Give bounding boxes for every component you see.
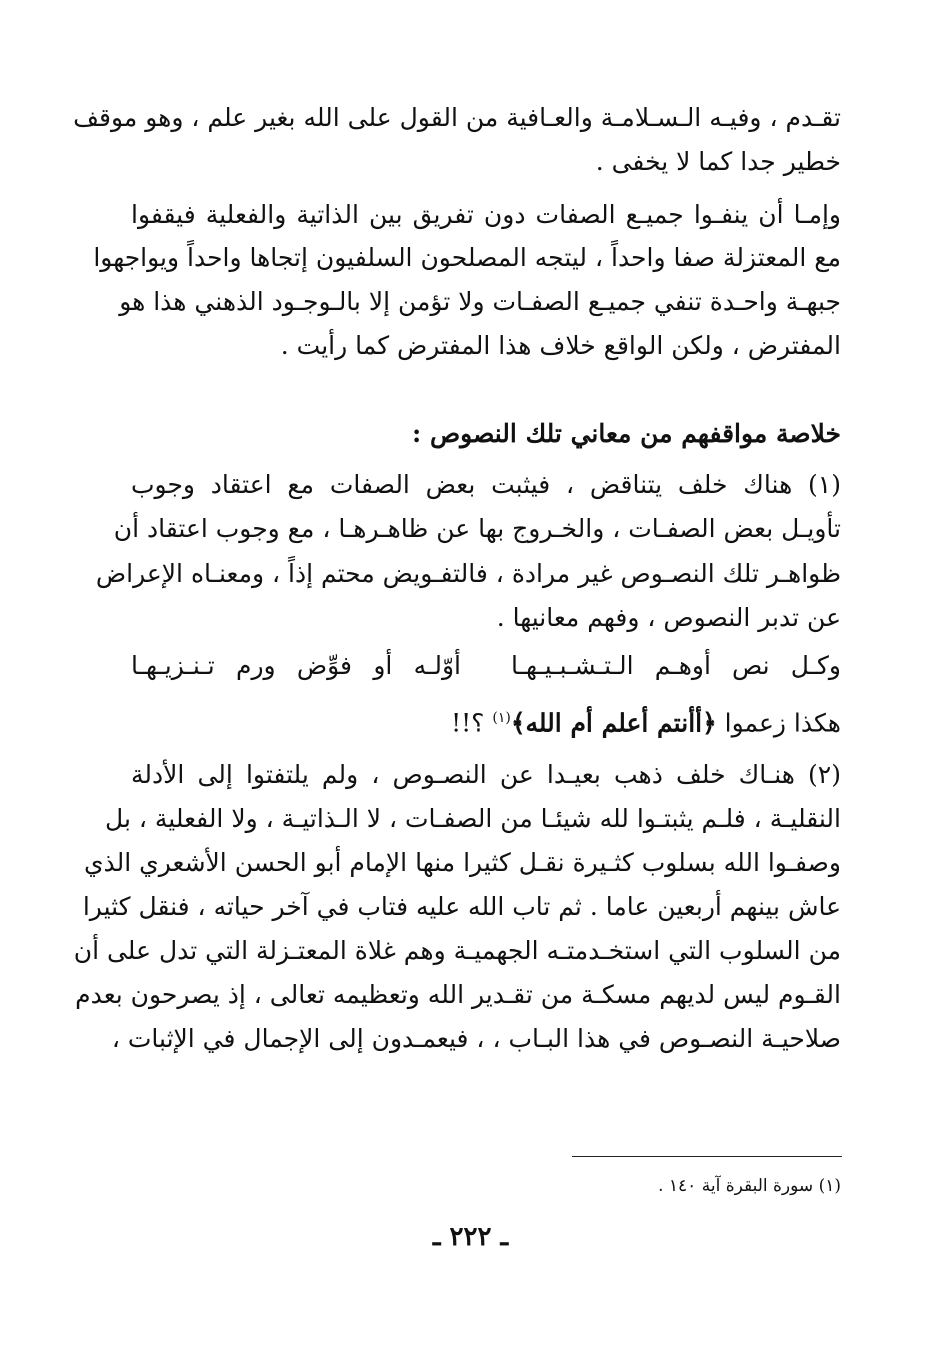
poetry-verse (131, 646, 841, 686)
text-line: (٢) هنـاك خلف ذهب بعيـدا عن النصـوص ، ولم يلتفتوا إلى الأدلة (131, 760, 841, 789)
footnote: (١) سورة البقرة آية ١٤٠ . (658, 1176, 841, 1196)
text-run: هكذا زعموا (716, 708, 841, 738)
text-line: مع المعتزلة صفا واحداً ، ليتجه المصلحون السلفيون إتجاها واحداً ويواجهوا (93, 243, 841, 272)
page-number: ـ ٢٢٢ ـ (432, 1222, 509, 1252)
text-line: صلاحيـة النصـوص في هذا البـاب ، ، فيعمـدون إلى الإجمال في الإثبات ، (111, 1024, 841, 1053)
text-line (131, 698, 841, 743)
verse-hemistich: أوّلـه أو فوِّض ورم تـنـزيـهـا (131, 651, 461, 680)
section-heading: خلاصة مواقفهم من معاني تلك النصوص : (412, 419, 841, 448)
text-run: ؟!! (451, 708, 493, 738)
text-line: من السلوب التي استخـدمتـه الجهميـة وهم غلاة المعتـزلة التي تدل على أن (73, 936, 841, 965)
text-line: القـوم ليس لديهم مسكـة من تقـدير الله وتعظيمه تعالى ، إذ يصرحون بعدم (75, 980, 841, 1009)
text-line: وصفـوا الله بسلوب كثـيرة نقـل كثيرا منها الإمام أبو الحسن الأشعري الذي (83, 848, 841, 877)
text-line: عاش بينهم أربعين عاما . ثم تاب الله عليه فتاب في آخر حياته ، فنقل كثيرا (82, 892, 841, 921)
text-line: تقـدم ، وفيـه الـسـلامـة والعـافية من القول على الله بغير علم ، وهو موقف (73, 103, 841, 132)
text-line: تأويـل بعض الصفـات ، والخـروج بها عن ظاهـرهـا ، مع وجوب اعتقاد أن (113, 514, 841, 543)
text-line: المفترض ، ولكن الواقع خلاف هذا المفترض كما رأيت . (280, 331, 841, 360)
text-line: وإمـا أن ينفـوا جميـع الصفات دون تفريق بين الذاتية والفعلية فيقفوا (131, 200, 841, 229)
text-line: النقليـة ، فلـم يثبتـوا لله شيئـا من الصفـات ، لا الـذاتيـة ، ولا الفعلية ، بل (105, 804, 841, 833)
text-line: جبهـة واحـدة تنفي جميـع الصفـات ولا تؤمن إلا بالـوجـود الذهني هذا هو (119, 287, 841, 316)
footnote-rule (572, 1156, 842, 1157)
verse-hemistich: وكـل نص أوهـم الـتـشـبـيـهـا (511, 651, 841, 680)
text-line: خطير جدا كما لا يخفى . (595, 147, 841, 176)
text-line: عن تدبر النصوص ، وفهم معانيها . (496, 603, 841, 632)
quran-quote: ﴿أأنتم أعلم أم الله﴾ (510, 708, 717, 738)
text-line: (١) هناك خلف يتناقض ، فيثبت بعض الصفات مع اعتقاد وجوب (131, 470, 841, 499)
text-line: ظواهـر تلك النصـوص غير مرادة ، فالتفـويض محتم إذاً ، ومعنـاه الإعراض (95, 559, 841, 588)
footnote-marker: (١) (492, 710, 511, 726)
